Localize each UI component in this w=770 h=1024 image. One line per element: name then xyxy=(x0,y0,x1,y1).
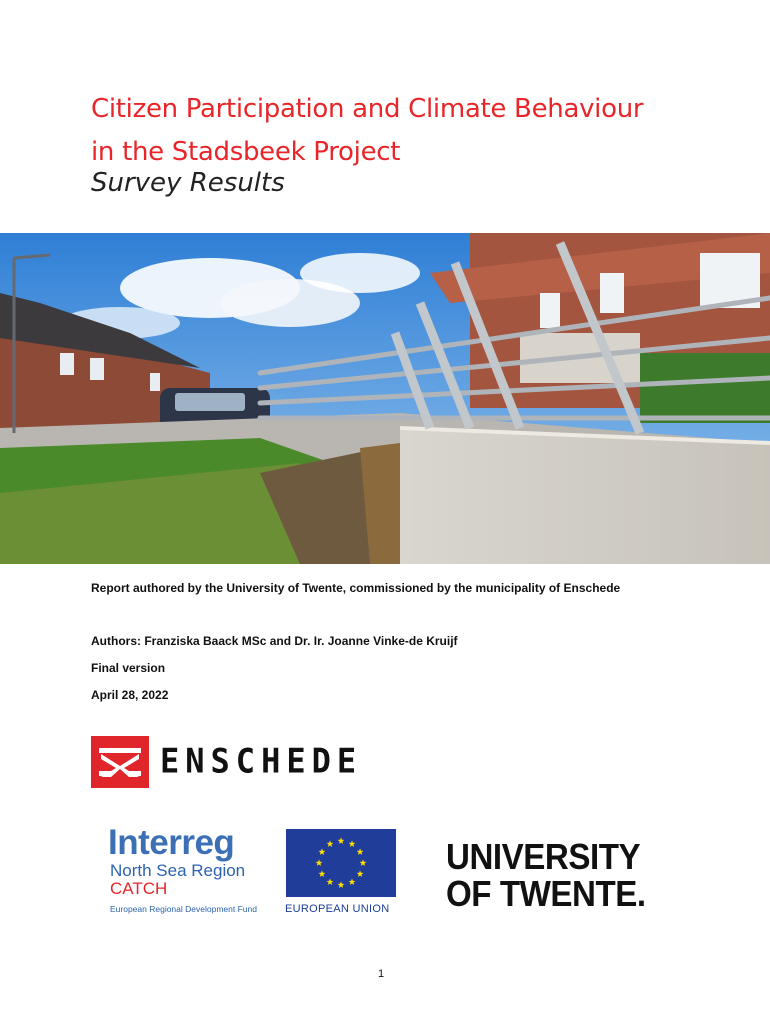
authored-by-text: Report authored by the University of Twente, commissioned by the municipality of Enschede xyxy=(91,581,621,595)
report-subtitle: Survey Results xyxy=(91,168,285,198)
utwente-logo xyxy=(446,838,646,912)
page-number: 1 xyxy=(378,968,385,980)
cover-photo xyxy=(0,233,770,564)
utwente-line-2: OF TWENTE. xyxy=(446,873,646,914)
interreg-project: CATCH xyxy=(110,879,168,898)
interreg-logo xyxy=(108,824,278,916)
title-line-2: in the Stadsbeek Project xyxy=(91,137,401,167)
authors-text: Authors: Franziska Baack MSc and Dr. Ir. Joanne Vinke-de Kruijf xyxy=(91,634,458,648)
eu-flag-icon xyxy=(286,829,396,897)
enschede-wordmark: ENSCHEDE xyxy=(160,741,363,781)
interreg-fund: European Regional Development Fund xyxy=(110,904,257,914)
version-text: Final version xyxy=(91,661,166,675)
report-title xyxy=(91,88,731,174)
utwente-line-1: UNIVERSITY xyxy=(446,836,641,877)
interreg-wordmark: Interreg xyxy=(108,823,235,862)
eu-label: EUROPEAN UNION xyxy=(285,903,390,915)
title-line-1: Citizen Participation and Climate Behaviour xyxy=(91,94,644,124)
interreg-region: North Sea Region xyxy=(110,861,246,880)
date-text: April 28, 2022 xyxy=(91,688,169,702)
enschede-logo-icon xyxy=(91,736,149,788)
